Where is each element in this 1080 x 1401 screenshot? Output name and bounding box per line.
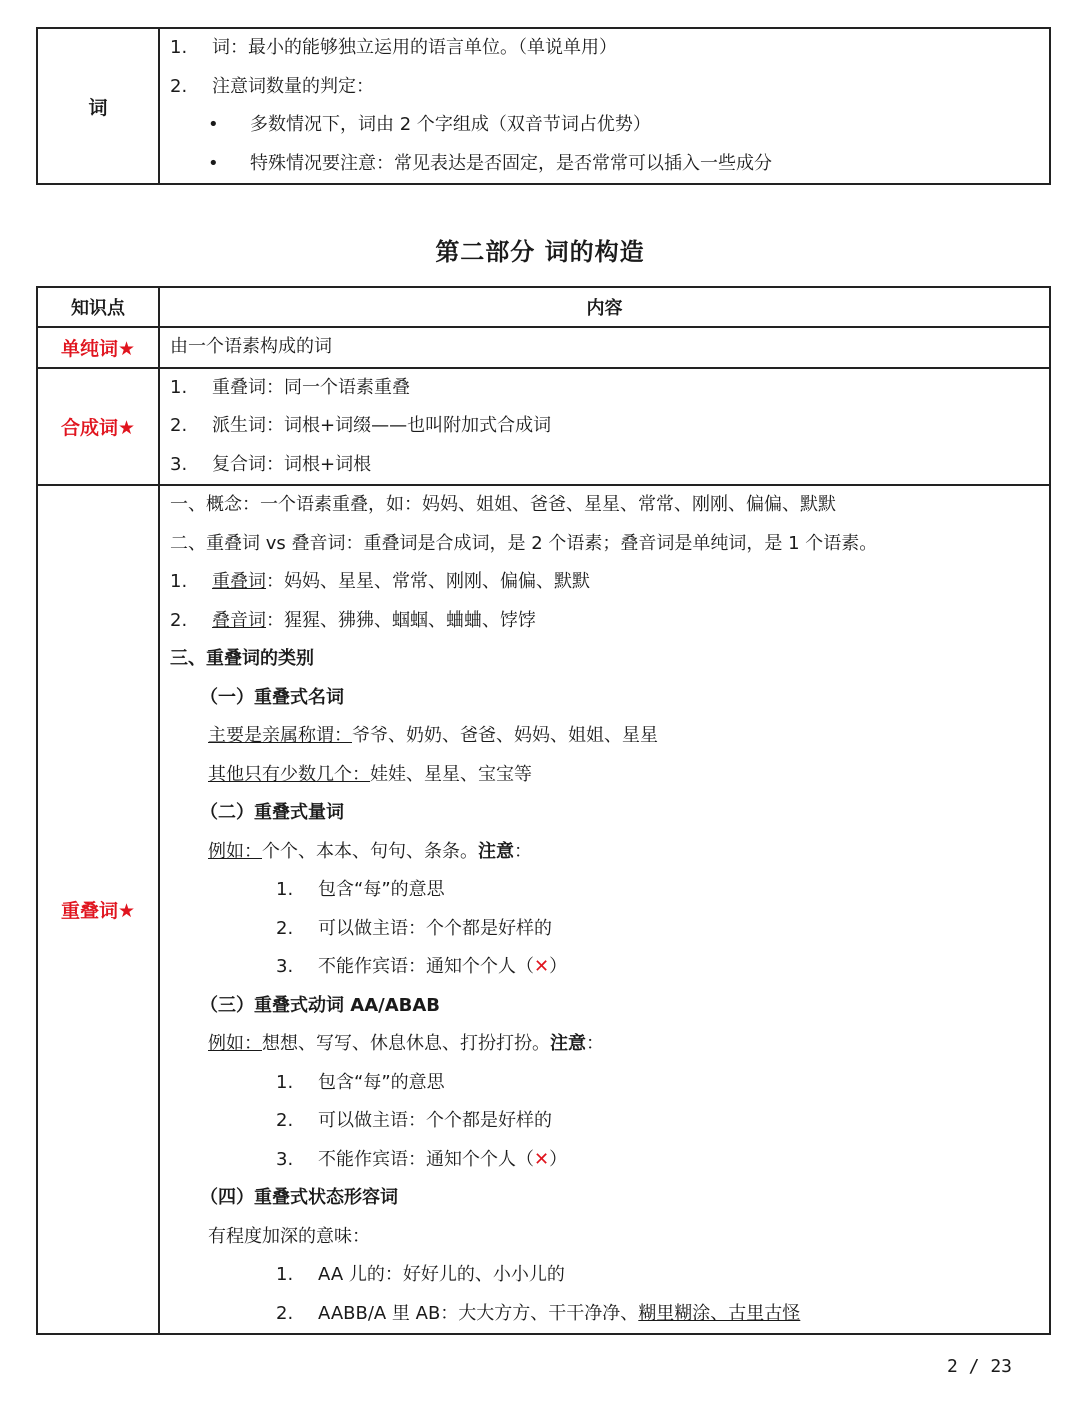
content-cell <box>159 327 1050 368</box>
close-paren: ） <box>549 1148 568 1170</box>
item-number: 1. <box>170 571 188 592</box>
list-item <box>160 446 1049 485</box>
bullet-text: 多数情况下，词由 2 个字组成（双音节词占优势） <box>250 114 651 135</box>
key-label: 重叠词★ <box>60 900 136 922</box>
key-cell-reduplicated-word <box>37 485 159 1334</box>
list-item <box>160 369 1049 408</box>
list-item <box>160 563 1049 602</box>
item-text: ：猩猩、狒狒、蝈蝈、蛐蛐、饽饽 <box>266 609 536 631</box>
table-word-structure <box>36 286 1051 1335</box>
list-item <box>160 1141 1049 1180</box>
item-number: 2. <box>170 415 188 436</box>
bullet-icon: • <box>208 152 219 174</box>
item-text: 复合词：词根+词根 <box>212 453 372 475</box>
note-label: 注意 <box>478 840 514 862</box>
note-label: 注意 <box>550 1033 586 1054</box>
example-text: 想想、写写、休息休息、打扮打扮。 <box>262 1033 550 1054</box>
item-text-underlined: 糊里糊涂、古里古怪 <box>638 1302 801 1324</box>
item-number: 1. <box>276 1264 294 1285</box>
list-item <box>160 948 1049 987</box>
key-cell-word <box>37 28 159 184</box>
key-label: 词 <box>88 96 108 119</box>
item-label: 重叠词 <box>212 571 266 592</box>
list-item <box>160 407 1049 446</box>
cross-icon: ✕ <box>534 1148 550 1170</box>
key-label: 单纯词★ <box>60 337 136 360</box>
list-item <box>160 1064 1049 1103</box>
colon: ： <box>514 840 532 862</box>
item-text: 包含“每”的意思 <box>318 879 445 900</box>
item-text: 可以做主语：个个都是好样的 <box>318 917 552 939</box>
table-word-definition <box>36 27 1051 185</box>
category-heading: 三、重叠词的类别 <box>170 648 314 669</box>
bullet-item <box>160 145 1049 184</box>
table-header-row <box>37 287 1050 327</box>
line-label: 其他只有少数几个： <box>208 763 370 785</box>
item-text: 不能作宾语：通知个个人（ <box>318 1148 534 1170</box>
item-text: 可以做主语：个个都是好样的 <box>318 1110 552 1131</box>
example-label: 例如： <box>208 1033 262 1054</box>
colon: ： <box>586 1033 604 1054</box>
example-label: 例如： <box>208 840 262 862</box>
example-text: 个个、本本、句句、条条。 <box>262 840 478 862</box>
list-item <box>160 602 1049 641</box>
item-text: AABB/A 里 AB：大大方方、干干净净、 <box>318 1302 639 1324</box>
table-row <box>37 368 1050 486</box>
item-number: 1. <box>276 879 294 900</box>
bullet-item <box>160 106 1049 145</box>
bullet-icon: • <box>208 114 219 135</box>
bullet-text: 特殊情况要注意：常见表达是否固定，是否常常可以插入一些成分 <box>250 152 772 174</box>
item-number: 3. <box>276 956 294 977</box>
list-item <box>160 871 1049 910</box>
section-title: 第二部分 词的构造 <box>435 238 645 266</box>
content-cell <box>159 368 1050 486</box>
item-number: 2. <box>170 609 188 631</box>
item-number: 2. <box>276 1302 294 1324</box>
item-number: 2. <box>276 1110 294 1131</box>
concept-line: 一、概念：一个语素重叠，如：妈妈、姐姐、爸爸、星星、常常、刚刚、偏偏、默默 <box>170 494 836 515</box>
content-text: 由一个语素构成的词 <box>170 336 332 357</box>
content-cell <box>159 485 1050 1334</box>
item-number: 3. <box>170 453 188 475</box>
key-cell-compound-word <box>37 368 159 486</box>
line-text: 爷爷、奶奶、爸爸、妈妈、姐姐、星星 <box>352 725 658 746</box>
adjective-intro: 有程度加深的意味： <box>208 1225 370 1247</box>
list-item <box>160 1102 1049 1141</box>
list-item <box>160 1256 1049 1295</box>
example-line <box>160 1025 1049 1064</box>
item-number: 1. <box>170 37 188 58</box>
item-text: ：妈妈、星星、常常、刚刚、偏偏、默默 <box>266 571 590 592</box>
item-text: AA 儿的：好好儿的、小小儿的 <box>318 1264 565 1285</box>
header-content: 内容 <box>159 287 1050 327</box>
example-line <box>160 833 1049 872</box>
header-knowledge-point: 知识点 <box>37 287 159 327</box>
item-text: 重叠词：同一个语素重叠 <box>212 376 410 398</box>
line-text: 娃娃、星星、宝宝等 <box>370 763 532 785</box>
subheading-noun: （一）重叠式名词 <box>200 686 344 708</box>
table-row <box>37 485 1050 1334</box>
item-number: 2. <box>276 917 294 939</box>
list-item <box>160 29 1049 68</box>
item-number: 1. <box>170 376 188 398</box>
item-number: 3. <box>276 1148 294 1170</box>
cross-icon: ✕ <box>534 956 550 977</box>
subheading-adjective: （四）重叠式状态形容词 <box>200 1187 398 1208</box>
list-item <box>160 68 1049 107</box>
list-item <box>160 910 1049 949</box>
subheading-measure: （二）重叠式量词 <box>200 802 344 823</box>
content-cell <box>159 28 1050 184</box>
item-text: 不能作宾语：通知个个人（ <box>318 956 534 977</box>
item-text: 注意词数量的判定： <box>212 75 374 97</box>
item-text: 包含“每”的意思 <box>318 1071 445 1093</box>
close-paren: ） <box>549 956 568 977</box>
item-text: 词：最小的能够独立运用的语言单位。（单说单用） <box>212 37 617 58</box>
item-number: 1. <box>276 1071 294 1093</box>
subheading-verb: （三）重叠式动词 AA/ABAB <box>200 994 441 1016</box>
item-label: 叠音词 <box>212 609 266 631</box>
noun-line <box>160 756 1049 795</box>
page-number: 2 / 23 <box>946 1356 1012 1377</box>
key-label: 合成词★ <box>60 416 136 439</box>
versus-line: 二、重叠词 vs 叠音词：重叠词是合成词，是 2 个语素；叠音词是单纯词，是 1 个语素。 <box>170 532 878 554</box>
key-cell-simple-word <box>37 327 159 368</box>
line-label: 主要是亲属称谓： <box>208 725 352 746</box>
table-row <box>37 327 1050 368</box>
noun-line <box>160 717 1049 756</box>
list-item <box>160 1295 1049 1334</box>
item-text: 派生词：词根+词缀——也叫附加式合成词 <box>212 415 552 436</box>
item-number: 2. <box>170 75 188 97</box>
